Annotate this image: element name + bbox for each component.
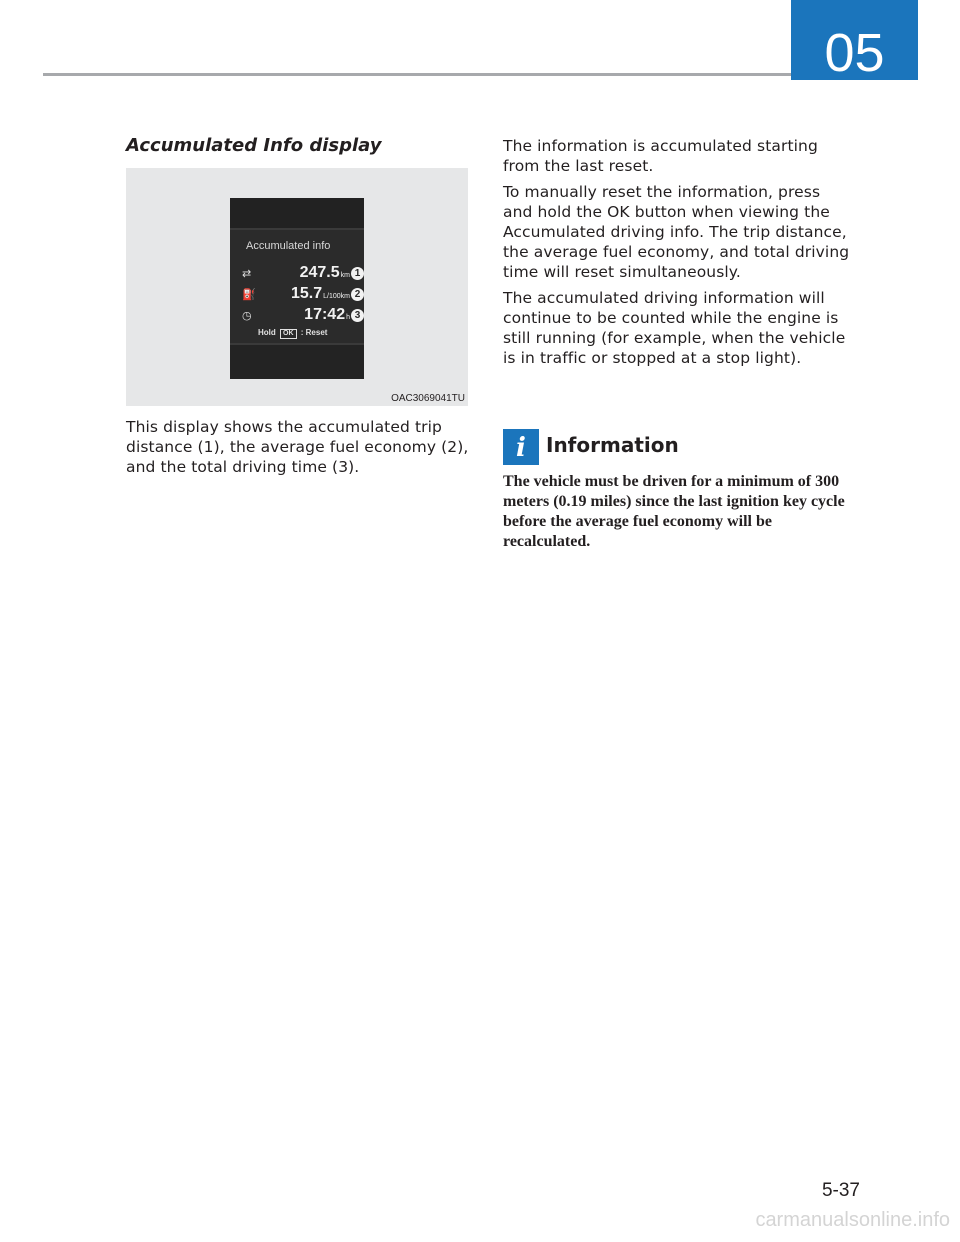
driving-time-value: 17:42 (304, 306, 346, 323)
callout-3: 3 (351, 309, 364, 322)
cluster-display (230, 198, 364, 377)
fuel-economy-unit: L/100km (323, 293, 350, 300)
clock-icon: ◷ (242, 309, 252, 322)
display-title: Accumulated info (246, 240, 331, 252)
display-top-bar (230, 198, 364, 230)
paragraph: The accumulated driving information will continue to be counted while the engine is still running (for example, when the vehicle is in traffic or stopped at a stop light). (503, 289, 846, 367)
driving-time-row (230, 306, 364, 326)
paragraph: To manually reset the information, press and hold the OK button when viewing the Accumulated driving info. The trip distance, the average fuel economy, and total driving time will reset simultaneously. (503, 183, 850, 281)
watermark: carmanualsonline.info (755, 1209, 950, 1231)
trip-distance-value: 247.5 (299, 264, 340, 281)
cluster-figure (126, 168, 468, 406)
reset-info-column (503, 136, 853, 374)
display-bottom-bar (230, 343, 364, 379)
hold-label: Hold (258, 328, 276, 337)
trip-distance-icon: ⇄ (242, 267, 252, 280)
section-heading: Accumulated Info display (126, 135, 382, 156)
reset-label: : Reset (300, 328, 328, 337)
figure-description: This display shows the accumulated trip distance (1), the average fuel economy (2), and the total driving time (3). (126, 418, 469, 476)
callout-2: 2 (351, 288, 364, 301)
information-body: The vehicle must be driven for a minimum of 300 meters (0.19 miles) since the last ignition key cycle before the average fuel economy will be recalculated. (503, 473, 845, 550)
ok-button-glyph: OK (280, 329, 297, 339)
trip-distance-unit: km (340, 272, 350, 279)
information-icon: i (503, 429, 539, 465)
fuel-economy-value: 15.7 (291, 285, 323, 302)
trip-distance-row (230, 264, 364, 284)
fuel-economy-row (230, 285, 364, 305)
driving-time-unit: h (346, 314, 350, 321)
page-number: 5-37 (821, 1180, 860, 1201)
reset-hint (258, 328, 327, 339)
fuel-pump-icon: ⛽ (242, 288, 256, 301)
chapter-tab: 05 (791, 0, 918, 80)
information-title: Information (546, 433, 679, 457)
figure-code: OAC3069041TU (391, 393, 465, 404)
callout-1: 1 (351, 267, 364, 280)
paragraph: The information is accumulated starting from the last reset. (503, 137, 818, 175)
header-rule (43, 73, 791, 76)
